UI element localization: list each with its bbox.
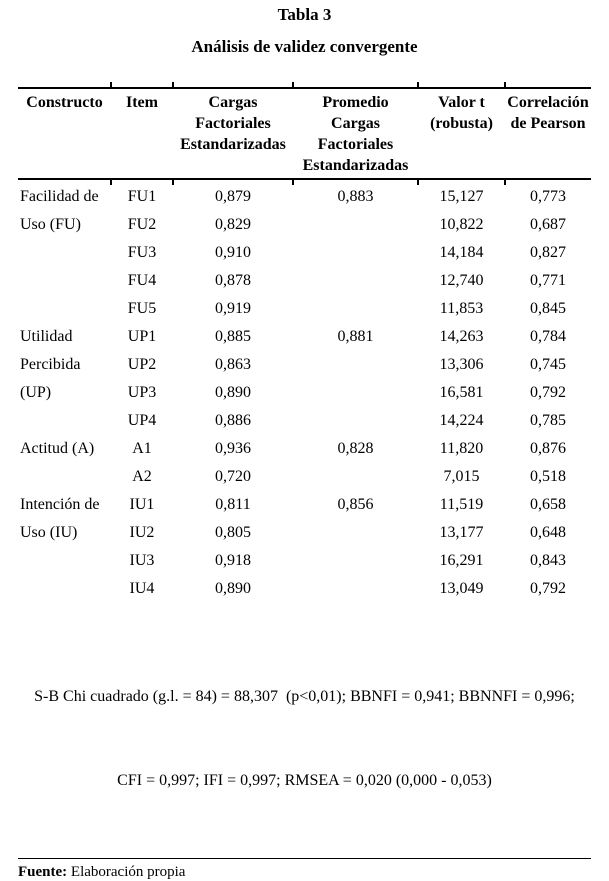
table-row xyxy=(18,491,591,519)
header-row xyxy=(18,88,591,179)
cell-correlacion: 0,773 xyxy=(530,188,566,205)
table-container xyxy=(18,87,591,881)
cell-constructo xyxy=(18,239,111,267)
cell-carga: 0,811 xyxy=(215,496,251,513)
cell-correlacion: 0,687 xyxy=(530,216,566,233)
cell-correlacion: 0,518 xyxy=(530,468,566,485)
cell-valor_t: 15,127 xyxy=(439,188,484,205)
cell-item: UP3 xyxy=(127,384,157,401)
cell-correlacion: 0,876 xyxy=(530,440,566,457)
cell-constructo xyxy=(18,267,111,295)
source-label: Fuente: xyxy=(18,864,68,880)
cell-constructo xyxy=(18,295,111,323)
cell-correlacion: 0,784 xyxy=(530,328,566,345)
cell-constructo xyxy=(18,575,111,603)
table-row xyxy=(18,379,591,407)
table-row xyxy=(18,463,591,491)
fit-statistics-line1: S-B Chi cuadrado (g.l. = 84) = 88,307 (p<0,01); BBNFI = 0,941; BBNNFI = 0,996; xyxy=(34,688,575,705)
table-row xyxy=(18,519,591,547)
cell-carga: 0,863 xyxy=(215,356,251,373)
column-header: Valor t (robusta) xyxy=(418,88,505,179)
cell-constructo: Uso (FU) xyxy=(20,216,81,233)
cell-item: FU3 xyxy=(127,244,157,261)
column-header: Promedio Cargas Factoriales Estandarizadas xyxy=(293,88,418,179)
column-header: Constructo xyxy=(18,88,111,179)
cell-carga: 0,918 xyxy=(215,552,251,569)
cell-correlacion: 0,827 xyxy=(530,244,566,261)
cell-promedio: 0,856 xyxy=(337,496,374,513)
cell-promedio xyxy=(293,519,418,547)
cell-constructo: Actitud (A) xyxy=(20,440,95,457)
cell-item: FU5 xyxy=(127,300,157,317)
cell-constructo: Uso (IU) xyxy=(20,524,78,541)
column-header: Item xyxy=(111,88,173,179)
cell-promedio xyxy=(293,463,418,491)
cell-valor_t: 12,740 xyxy=(439,272,484,289)
cell-promedio xyxy=(293,267,418,295)
cell-item: IU4 xyxy=(129,580,155,597)
cell-promedio xyxy=(293,211,418,239)
cell-item: UP2 xyxy=(127,356,157,373)
cell-item: UP1 xyxy=(127,328,157,345)
cell-constructo: Intención de xyxy=(20,496,100,513)
table-row xyxy=(18,547,591,575)
fit-statistics xyxy=(18,627,591,851)
cell-valor_t: 13,306 xyxy=(439,356,484,373)
cell-promedio xyxy=(293,239,418,267)
cell-correlacion: 0,658 xyxy=(530,496,566,513)
cell-carga: 0,829 xyxy=(215,216,251,233)
cell-constructo xyxy=(18,547,111,575)
source-note xyxy=(18,858,591,881)
cell-correlacion: 0,792 xyxy=(530,580,566,597)
table-row xyxy=(18,239,591,267)
table-row xyxy=(18,323,591,351)
cell-promedio xyxy=(293,407,418,435)
cell-valor_t: 16,581 xyxy=(439,384,484,401)
cell-promedio: 0,881 xyxy=(337,328,374,345)
cell-constructo xyxy=(18,407,111,435)
cell-carga: 0,886 xyxy=(215,412,251,429)
cell-carga: 0,890 xyxy=(215,580,251,597)
cell-promedio xyxy=(293,351,418,379)
cell-correlacion: 0,845 xyxy=(530,300,566,317)
cell-promedio xyxy=(293,575,418,603)
cell-constructo: (UP) xyxy=(20,384,52,401)
cell-valor_t: 11,853 xyxy=(439,300,484,317)
cell-item: IU1 xyxy=(129,496,155,513)
cell-correlacion: 0,771 xyxy=(530,272,566,289)
column-header: Cargas Factoriales Estandarizadas xyxy=(173,88,293,179)
table-row xyxy=(18,351,591,379)
cell-valor_t: 13,049 xyxy=(439,580,484,597)
cell-promedio xyxy=(293,379,418,407)
cell-promedio xyxy=(293,295,418,323)
cell-item: A2 xyxy=(132,468,152,485)
cell-valor_t: 11,519 xyxy=(439,496,484,513)
cell-carga: 0,720 xyxy=(215,468,251,485)
cell-carga: 0,885 xyxy=(215,328,251,345)
source-text: Elaboración propia xyxy=(70,864,186,880)
cell-valor_t: 14,184 xyxy=(439,244,484,261)
fit-statistics-line2: CFI = 0,997; IFI = 0,997; RMSEA = 0,020 (0,000 - 0,053) xyxy=(117,772,492,789)
cell-correlacion: 0,792 xyxy=(530,384,566,401)
cell-carga: 0,878 xyxy=(215,272,251,289)
cell-item: A1 xyxy=(132,440,152,457)
cell-valor_t: 16,291 xyxy=(439,552,484,569)
cell-valor_t: 11,820 xyxy=(439,440,484,457)
cell-valor_t: 10,822 xyxy=(439,216,484,233)
table-subtitle: Análisis de validez convergente xyxy=(191,37,418,56)
cell-valor_t: 14,224 xyxy=(439,412,484,429)
cell-item: FU1 xyxy=(127,188,157,205)
cell-valor_t: 13,177 xyxy=(439,524,484,541)
table-row xyxy=(18,435,591,463)
table-title: Tabla 3 xyxy=(277,5,332,24)
cell-item: IU3 xyxy=(129,552,155,569)
table-header xyxy=(18,88,591,179)
cell-correlacion: 0,745 xyxy=(530,356,566,373)
table-row xyxy=(18,211,591,239)
cell-carga: 0,936 xyxy=(215,440,251,457)
cell-carga: 0,910 xyxy=(215,244,251,261)
cell-carga: 0,890 xyxy=(215,384,251,401)
convergent-validity-table xyxy=(18,87,591,603)
cell-promedio xyxy=(293,547,418,575)
cell-carga: 0,805 xyxy=(215,524,251,541)
column-header: Correlación de Pearson xyxy=(505,88,591,179)
cell-promedio: 0,883 xyxy=(337,188,374,205)
table-row xyxy=(18,407,591,435)
cell-constructo: Facilidad de xyxy=(20,188,99,205)
cell-carga: 0,879 xyxy=(215,188,251,205)
cell-constructo: Utilidad xyxy=(20,328,73,345)
cell-correlacion: 0,648 xyxy=(530,524,566,541)
cell-valor_t: 7,015 xyxy=(443,468,480,485)
table-row xyxy=(18,575,591,603)
cell-item: UP4 xyxy=(127,412,157,429)
table-row xyxy=(18,267,591,295)
cell-correlacion: 0,843 xyxy=(530,552,566,569)
cell-item: FU2 xyxy=(127,216,157,233)
cell-constructo xyxy=(18,463,111,491)
cell-item: FU4 xyxy=(127,272,157,289)
cell-promedio: 0,828 xyxy=(337,440,374,457)
cell-carga: 0,919 xyxy=(215,300,251,317)
cell-item: IU2 xyxy=(129,524,155,541)
table-row xyxy=(18,295,591,323)
cell-valor_t: 14,263 xyxy=(439,328,484,345)
cell-constructo: Percibida xyxy=(20,356,81,373)
cell-correlacion: 0,785 xyxy=(530,412,566,429)
table-body xyxy=(18,179,591,603)
